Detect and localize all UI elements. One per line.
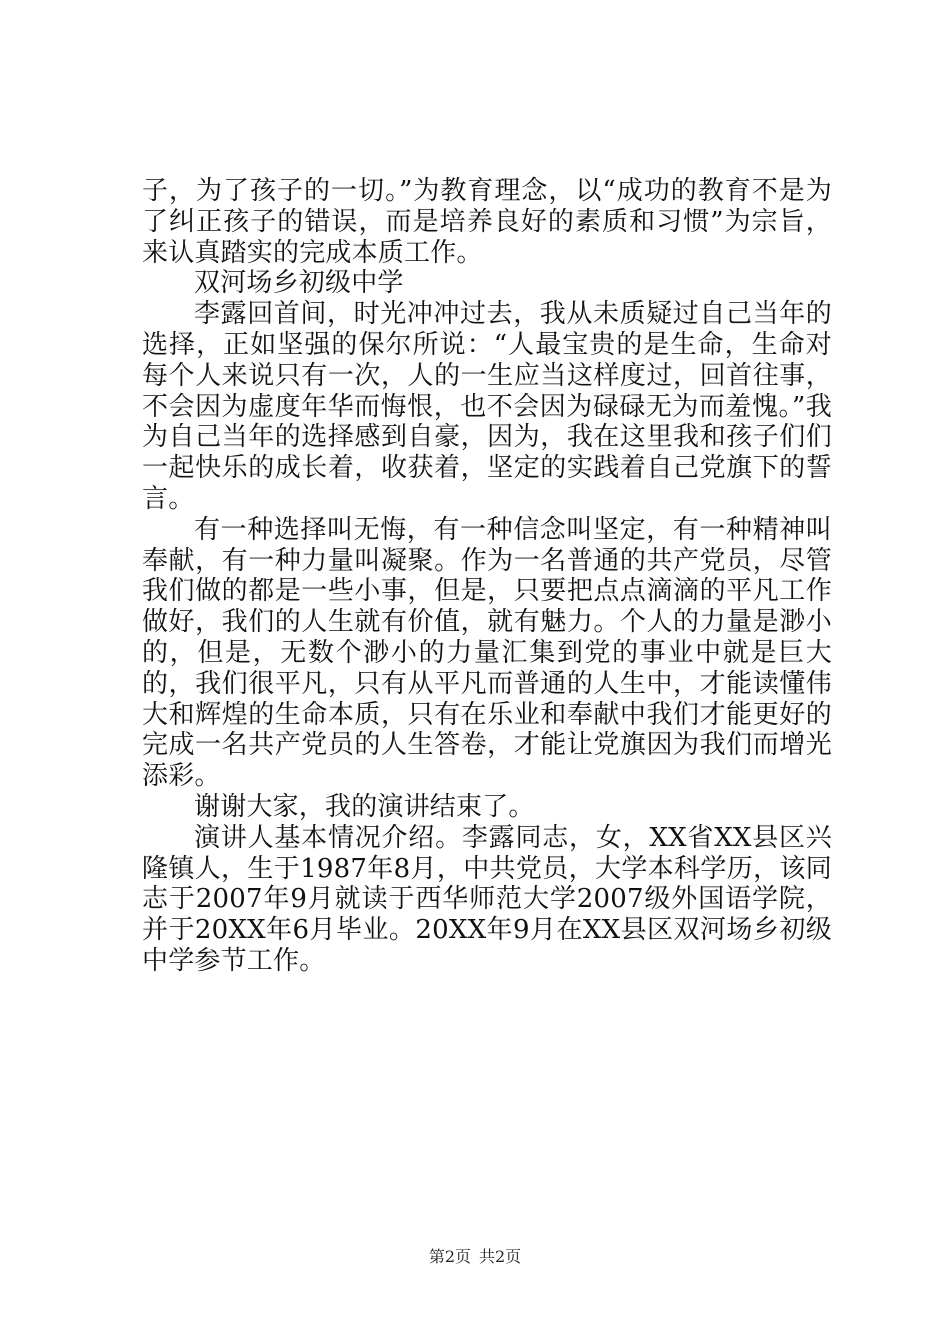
page-number-total: 共2页: [479, 1247, 522, 1266]
paragraph-closing: 谢谢大家，我的演讲结束了。: [194, 791, 535, 822]
document-body: [142, 176, 832, 977]
paragraph-school-name: 双河场乡初级中学: [194, 268, 404, 299]
paragraph-continuation: 子，为了孩子的一切。”为教育理念，以“成功的教育不是为了纠正孩子的错误，而是培养良好的素质和习惯”为宗旨，来认真踏实的完成本质工作。: [142, 176, 832, 268]
paragraph-reflection: 李露回首间，时光冲冲过去，我从未质疑过自己当年的选择，正如坚强的保尔所说：“人最宝贵的是生命，生命对每个人来说只有一次，人的一生应当这样度过，回首往事，不会因为虚度年华而悔恨，也不会因为碌碌无为而羞愧。”我为自己当年的选择感到自豪，因为，我在这里我和孩子们们一起快乐的成长着，收获着，坚定的实践着自己党旗下的誓言。: [142, 299, 832, 514]
page-footer: [0, 1244, 950, 1267]
page-number-current: 第2页: [428, 1247, 471, 1266]
paragraph-dedication: 有一种选择叫无悔，有一种信念叫坚定，有一种精神叫奉献，有一种力量叫凝聚。作为一名普通的共产党员，尽管我们做的都是一些小事，但是，只要把点点滴滴的平凡工作做好，我们的人生就有价值，就有魅力。个人的力量是渺小的，但是，无数个渺小的力量汇集到党的事业中就是巨大的，我们很平凡，只有从平凡而普通的人生中，才能读懂伟大和辉煌的生命本质，只有在乐业和奉献中我们才能更好的完成一名共产党员的人生答卷，才能让党旗因为我们而增光添彩。: [142, 514, 832, 792]
paragraph-speaker-bio: 演讲人基本情况介绍。李露同志，女，XX省XX县区兴隆镇人，生于1987年8月，中共党员，大学本科学历，该同志于2007年9月就读于西华师范大学2007级外国语学院，并于20XX年6月毕业。20XX年9月在XX县区双河场乡初级中学参节工作。: [142, 822, 832, 976]
